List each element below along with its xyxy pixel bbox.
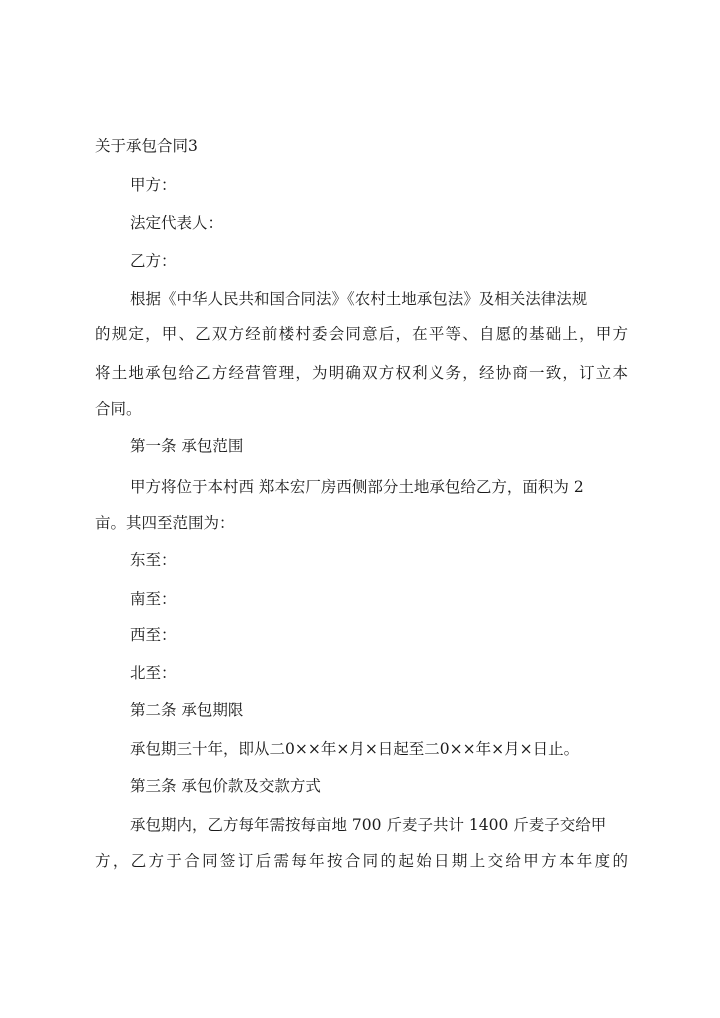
article-1-heading: 第一条 承包范围 bbox=[130, 437, 244, 455]
article-3-text: 方，乙方于合同签订后需每年按合同的起始日期上交给甲方本年度的 bbox=[95, 852, 628, 870]
legal-representative-label: 法定代表人： bbox=[130, 214, 224, 232]
preamble-line: 合同。 bbox=[95, 400, 142, 418]
article-1-text: 甲方将位于本村西 郑本宏厂房西侧部分土地承包给乙方，面积为 2 bbox=[130, 478, 584, 496]
boundary-north: 北至： bbox=[130, 664, 177, 682]
article-3-heading: 第三条 承包价款及交款方式 bbox=[130, 777, 321, 795]
preamble-line: 将土地承包给乙方经营管理，为明确双方权利义务，经协商一致，订立本 bbox=[95, 364, 628, 382]
party-a-label: 甲方： bbox=[130, 176, 177, 194]
boundary-west: 西至： bbox=[130, 626, 177, 644]
preamble-line: 根据《中华人民共和国合同法》《农村土地承包法》及相关法律法规 bbox=[130, 290, 588, 308]
preamble-line: 的规定，甲、乙双方经前楼村委会同意后，在平等、自愿的基础上，甲方 bbox=[95, 325, 628, 343]
article-2-text: 承包期三十年，即从二0××年×月×日起至二0××年×月×日止。 bbox=[130, 740, 580, 758]
party-b-label: 乙方： bbox=[130, 252, 177, 270]
article-2-heading: 第二条 承包期限 bbox=[130, 701, 244, 719]
article-1-text: 亩。其四至范围为： bbox=[95, 514, 235, 532]
boundary-south: 南至： bbox=[130, 590, 177, 608]
boundary-east: 东至： bbox=[130, 551, 177, 569]
article-3-text: 承包期内，乙方每年需按每亩地 700 斤麦子共计 1400 斤麦子交给甲 bbox=[130, 816, 607, 834]
document-title: 关于承包合同3 bbox=[95, 137, 198, 155]
